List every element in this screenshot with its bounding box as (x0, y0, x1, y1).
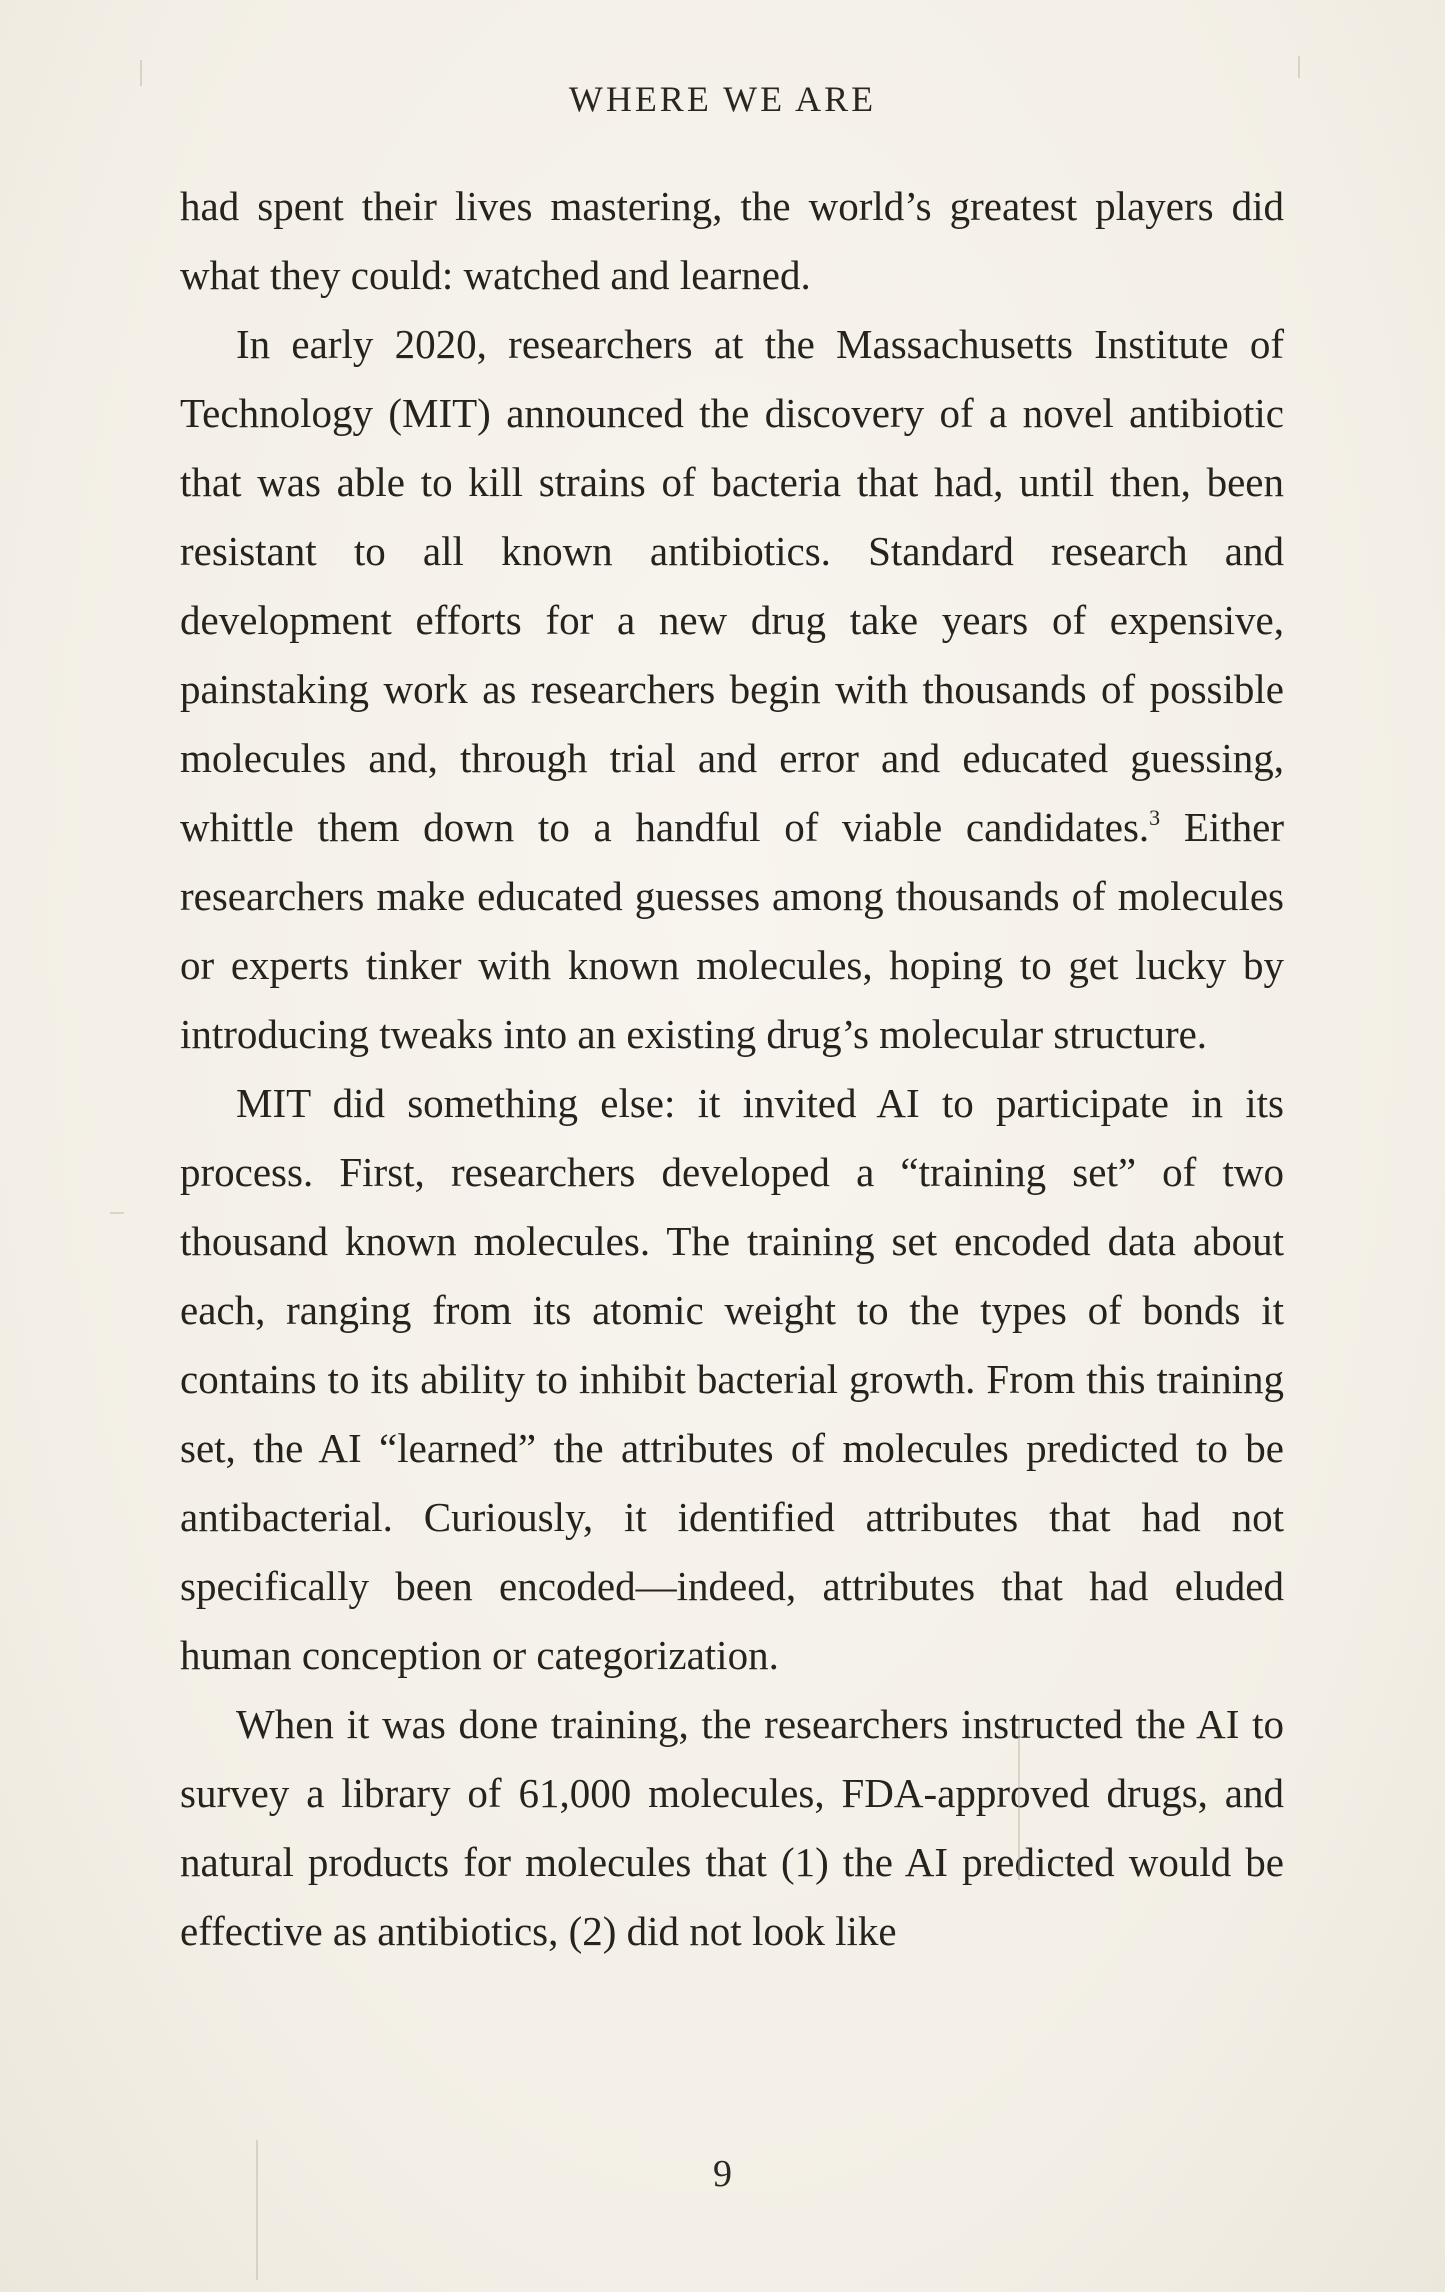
paper-speck (110, 1212, 124, 1214)
body-text (180, 172, 1284, 1966)
paragraph-3 (180, 1069, 1284, 1690)
paragraph-1 (180, 172, 1284, 310)
paragraph-2 (180, 310, 1284, 1069)
footnote-marker[interactable]: 3 (1149, 805, 1161, 830)
paragraph-2-text: In early 2020, researchers at the Massachusetts Institute of Technology (MIT) announced the discovery of a novel antibiotic that was able to kill strains of bacteria that had, until then, been resistant to all known antibiotics. Standard research and development efforts for a new drug take years of expensive, painstaking work as researchers begin with thousands of possible molecules and, through trial and error and educated guessing, whittle them down to a handful of viable candidates. (180, 321, 1284, 850)
paragraph-1-text: had spent their lives mastering, the world’s greatest players did what they could: watched and learned. (180, 183, 1284, 298)
page-number: 9 (713, 2153, 732, 2195)
paper-speck (140, 60, 142, 86)
paragraph-4-text: When it was done training, the researchers instructed the AI to survey a library of 61,000 molecules, FDA-approved drugs, and natural products for molecules that (1) the AI predicted would be effective as antibiotics, (2) did not look like (180, 1701, 1284, 1954)
paper-speck (1298, 56, 1300, 78)
paragraph-2-text-continued: Either researchers make educated guesses among thousands of molecules or experts tinker with known molecules, hoping to get lucky by introducing tweaks into an existing drug’s molecular structure. (180, 804, 1284, 1057)
paper-speck (256, 2140, 258, 2280)
running-head: WHERE WE ARE (568, 79, 877, 119)
paragraph-4 (180, 1690, 1284, 1966)
paper-speck (1018, 1720, 1020, 1880)
paragraph-3-text: MIT did something else: it invited AI to participate in its process. First, researchers developed a “training set” of two thousand known molecules. The training set encoded data about each, ranging from its atomic weight to the types of bonds it contains to its ability to inhibit bacterial growth. From this training set, the AI “learned” the attributes of molecules predicted to be antibacterial. Curiously, it identified attributes that had not specifically been encoded—indeed, attributes that had eluded human conception or categorization. (180, 1080, 1284, 1678)
